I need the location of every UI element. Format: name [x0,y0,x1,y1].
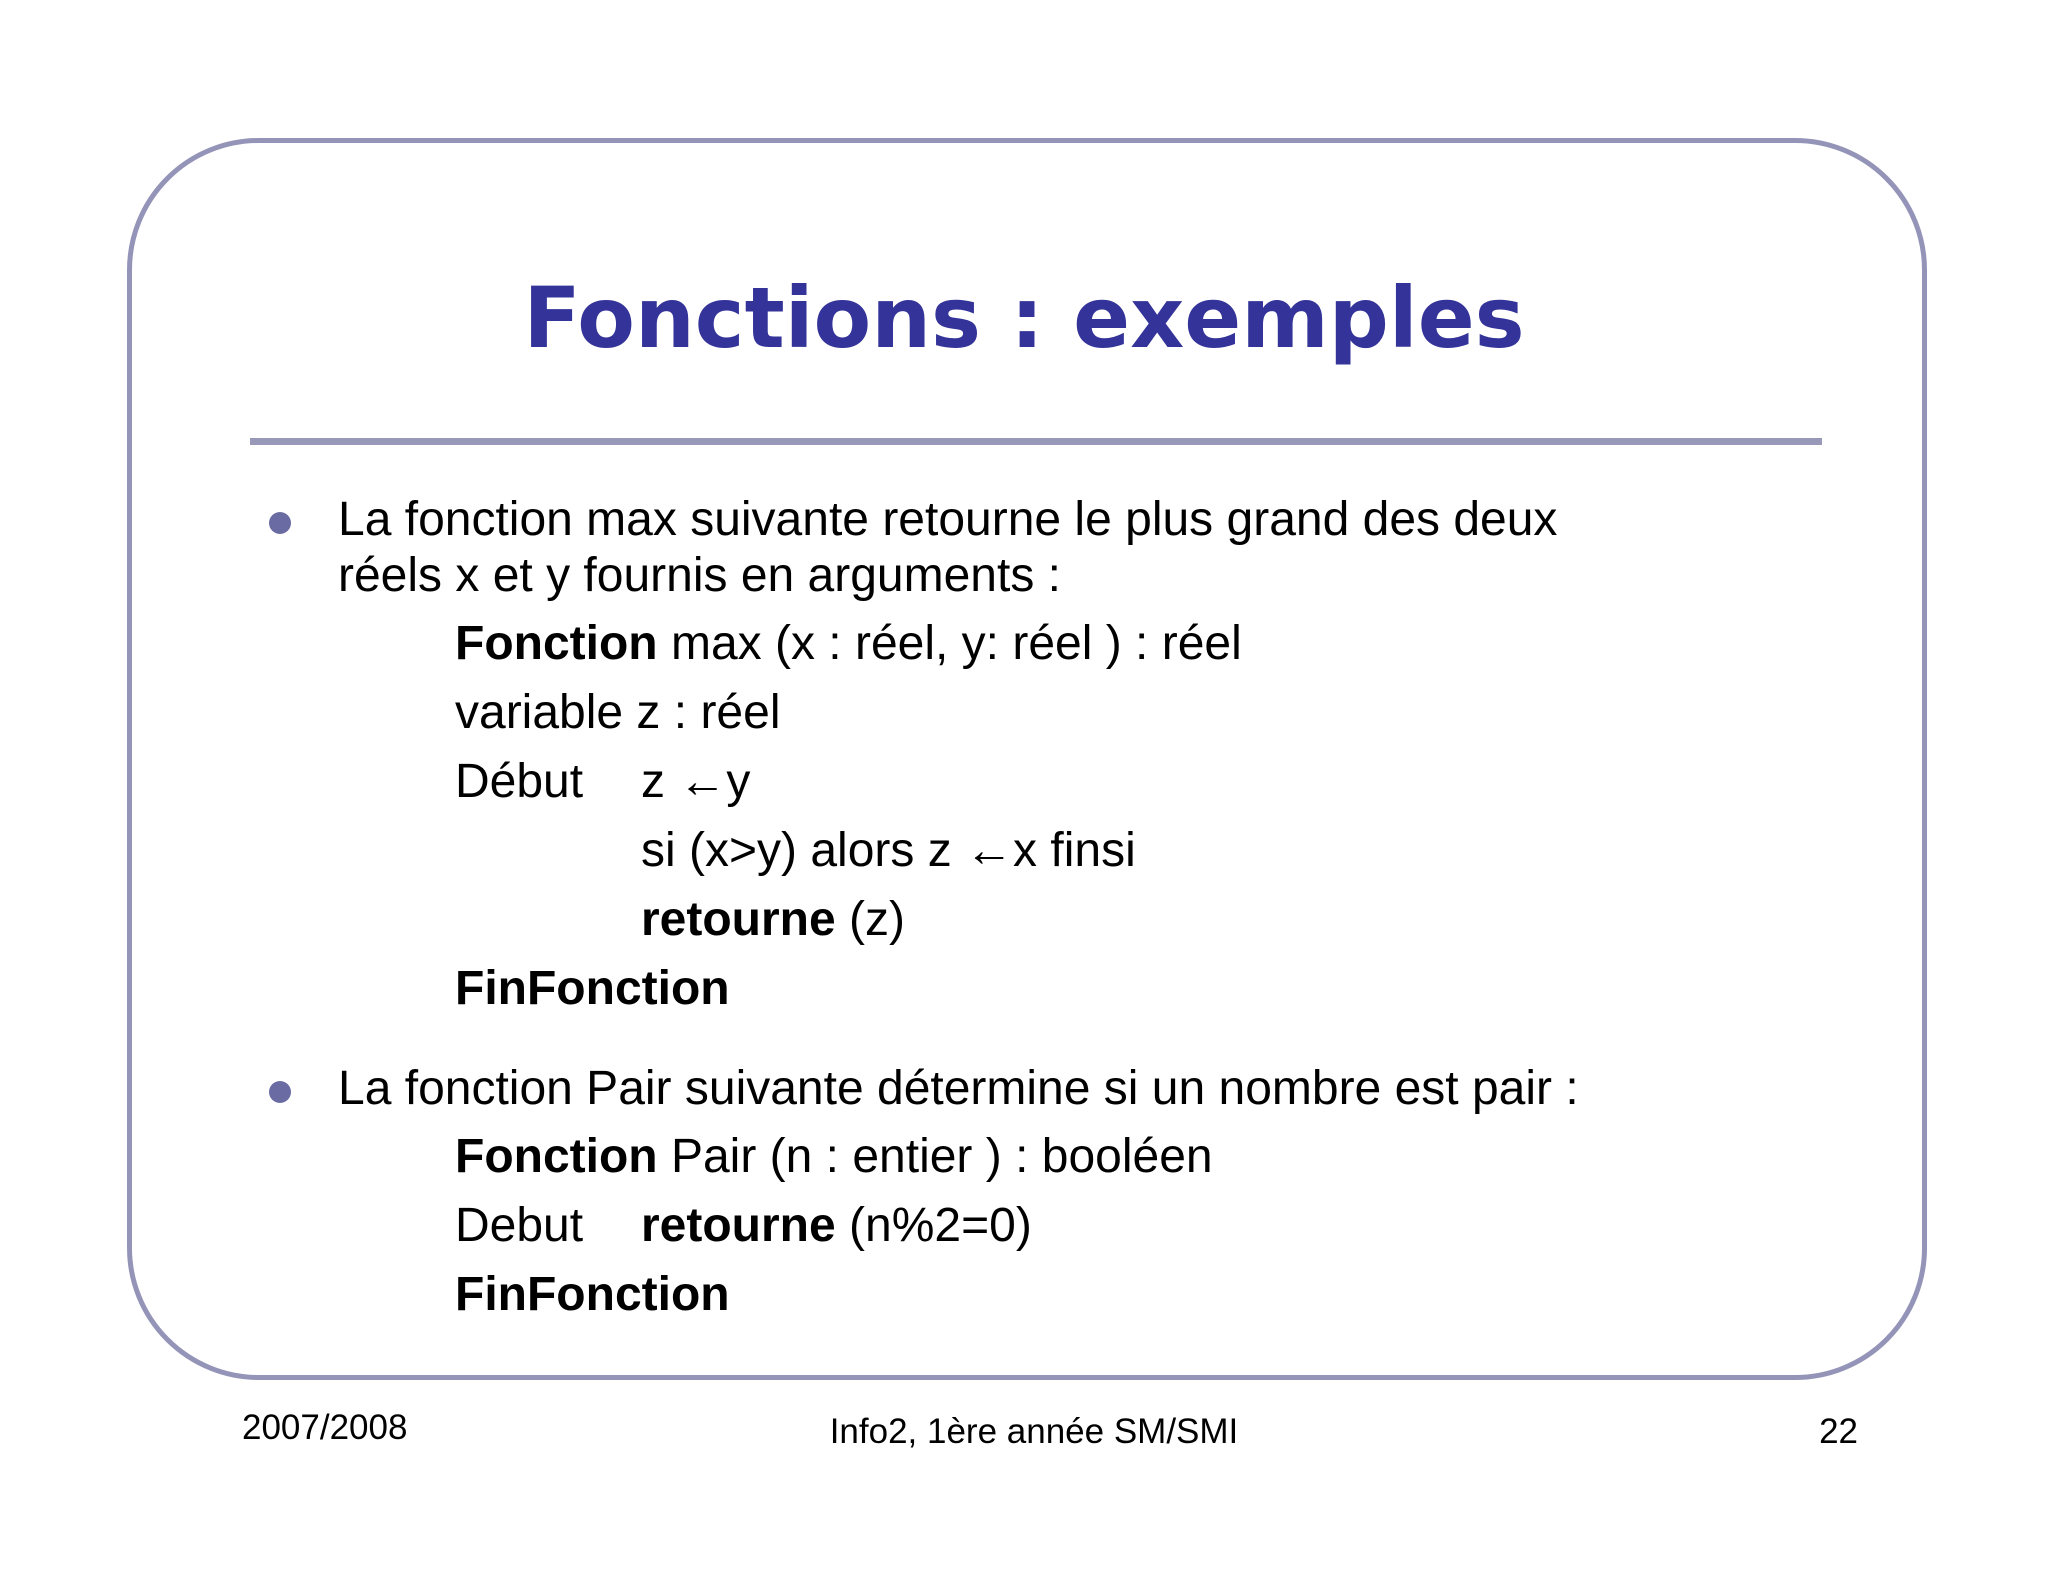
footer-date: 2007/2008 [242,1408,408,1447]
max-debut-label: Début [455,755,584,808]
bullet-2-line-1: La fonction Pair suivante détermine si un nombre est pair : [338,1062,1579,1115]
pair-function-signature [455,1129,1213,1185]
pair-finfonction: FinFonction [455,1268,730,1321]
bullet-dot-2 [269,1081,291,1103]
max-function-signature [455,616,1242,672]
slide-title: Fonctions : exemples [523,269,1525,367]
keyword-fonction: Fonction [455,617,658,670]
max-finfonction: FinFonction [455,962,730,1015]
keyword-retourne: retourne [641,893,836,946]
max-assign-statement: z ←y [641,755,751,808]
max-signature-text: max (x : réel, y: réel ) : réel [657,617,1242,670]
title-divider [250,438,1822,445]
pair-return-value: (n%2=0) [835,1199,1032,1252]
max-variable-declaration: variable z : réel [455,686,781,739]
pair-signature-text: Pair (n : entier ) : booléen [657,1130,1213,1183]
bullet-1-line-2: réels x et y fournis en arguments : [338,549,1061,602]
bullet-dot-1 [269,512,291,534]
max-return-statement [641,892,905,948]
pair-return-statement [641,1198,1032,1254]
footer-page-number: 22 [1819,1412,1858,1451]
max-return-value: (z) [835,893,906,946]
bullet-1-line-1: La fonction max suivante retourne le plus grand des deux [338,493,1558,546]
max-if-statement: si (x>y) alors z ←x finsi [641,824,1136,877]
footer-course: Info2, 1ère année SM/SMI [829,1412,1239,1451]
keyword-retourne: retourne [641,1199,836,1252]
keyword-fonction: Fonction [455,1130,658,1183]
pair-debut-label: Debut [455,1199,584,1252]
